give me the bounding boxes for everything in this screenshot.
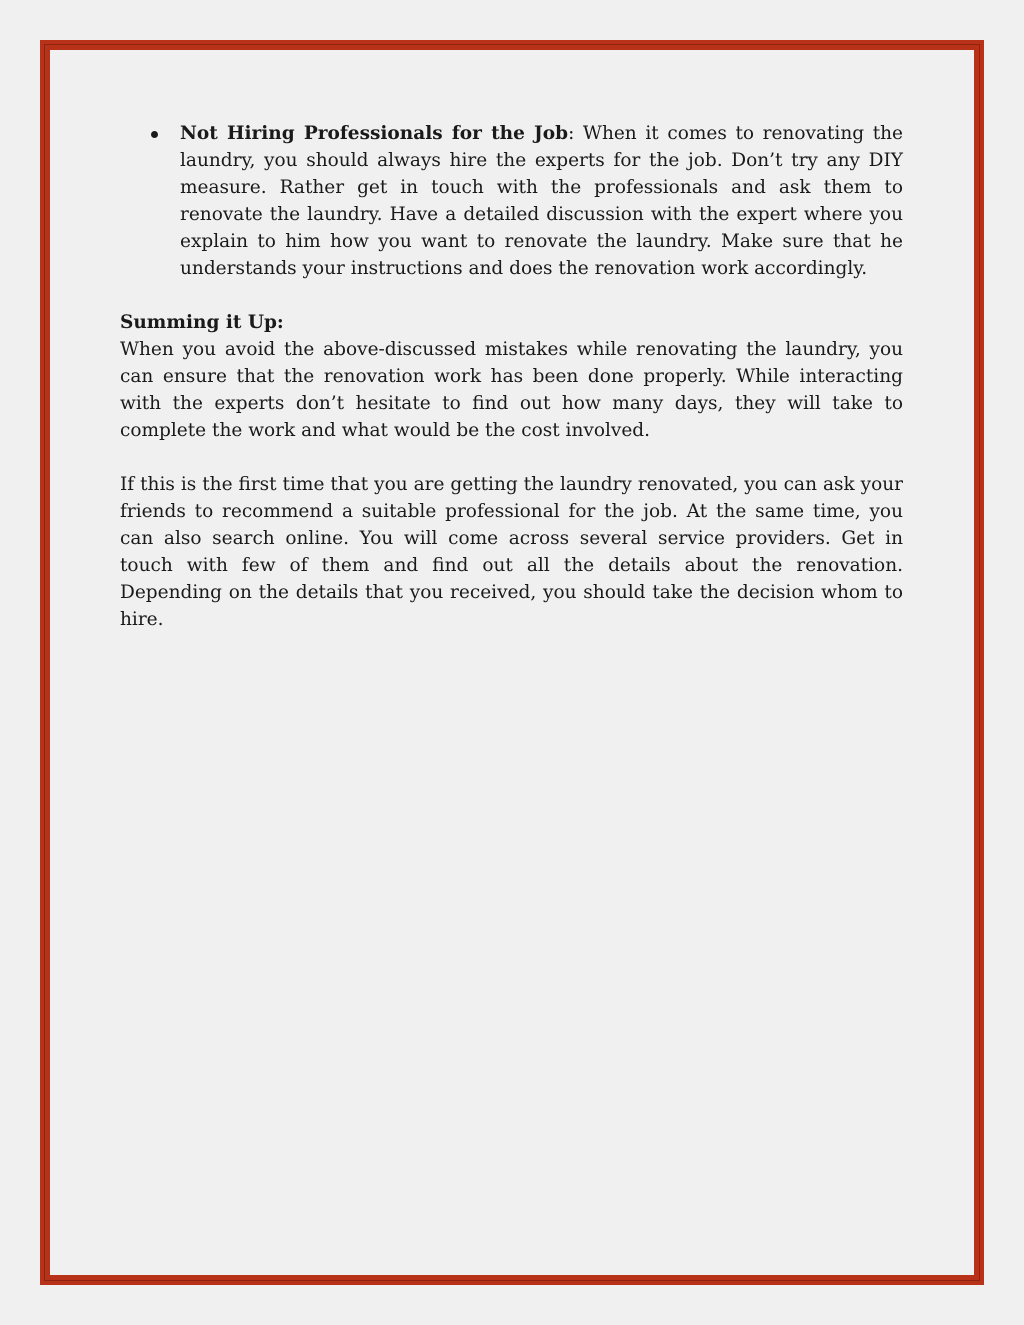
bullet-title: Not Hiring Professionals for the Job bbox=[180, 123, 569, 144]
bullet-icon bbox=[151, 131, 158, 138]
list-item bbox=[120, 120, 903, 282]
summary-paragraph-1: When you avoid the above-discussed mistakes while renovating the laundry, you can ensure that the renovation work has been done properly. While interacting with the experts don’t hesitate to find out how many days, they will take to complete the work and what would be the cost involved. bbox=[120, 339, 903, 441]
bullet-separator: : bbox=[568, 123, 575, 144]
bullet-text bbox=[180, 120, 903, 282]
bullet-body: When it comes to renovating the laundry, you should always hire the experts for the job. Don’t try any DIY measure. Rather get in touch with the professionals and ask them to renovate the laundry. Have a detailed discussion with the expert where you explain to him how you want to renovate the laundry. Make sure that he understands your instructions and does the renovation work accordingly. bbox=[180, 123, 904, 279]
document-body bbox=[120, 120, 903, 633]
summary-paragraph-2: If this is the first time that you are getting the laundry renovated, you can ask your friends to recommend a suitable professional for the job. At the same time, you can also search online. You will come across several service providers. Get in touch with few of them and find out all the details about the renovation. Depending on the details that you received, you should take the decision whom to hire. bbox=[120, 474, 903, 630]
section-heading: Summing it Up: bbox=[120, 312, 284, 333]
